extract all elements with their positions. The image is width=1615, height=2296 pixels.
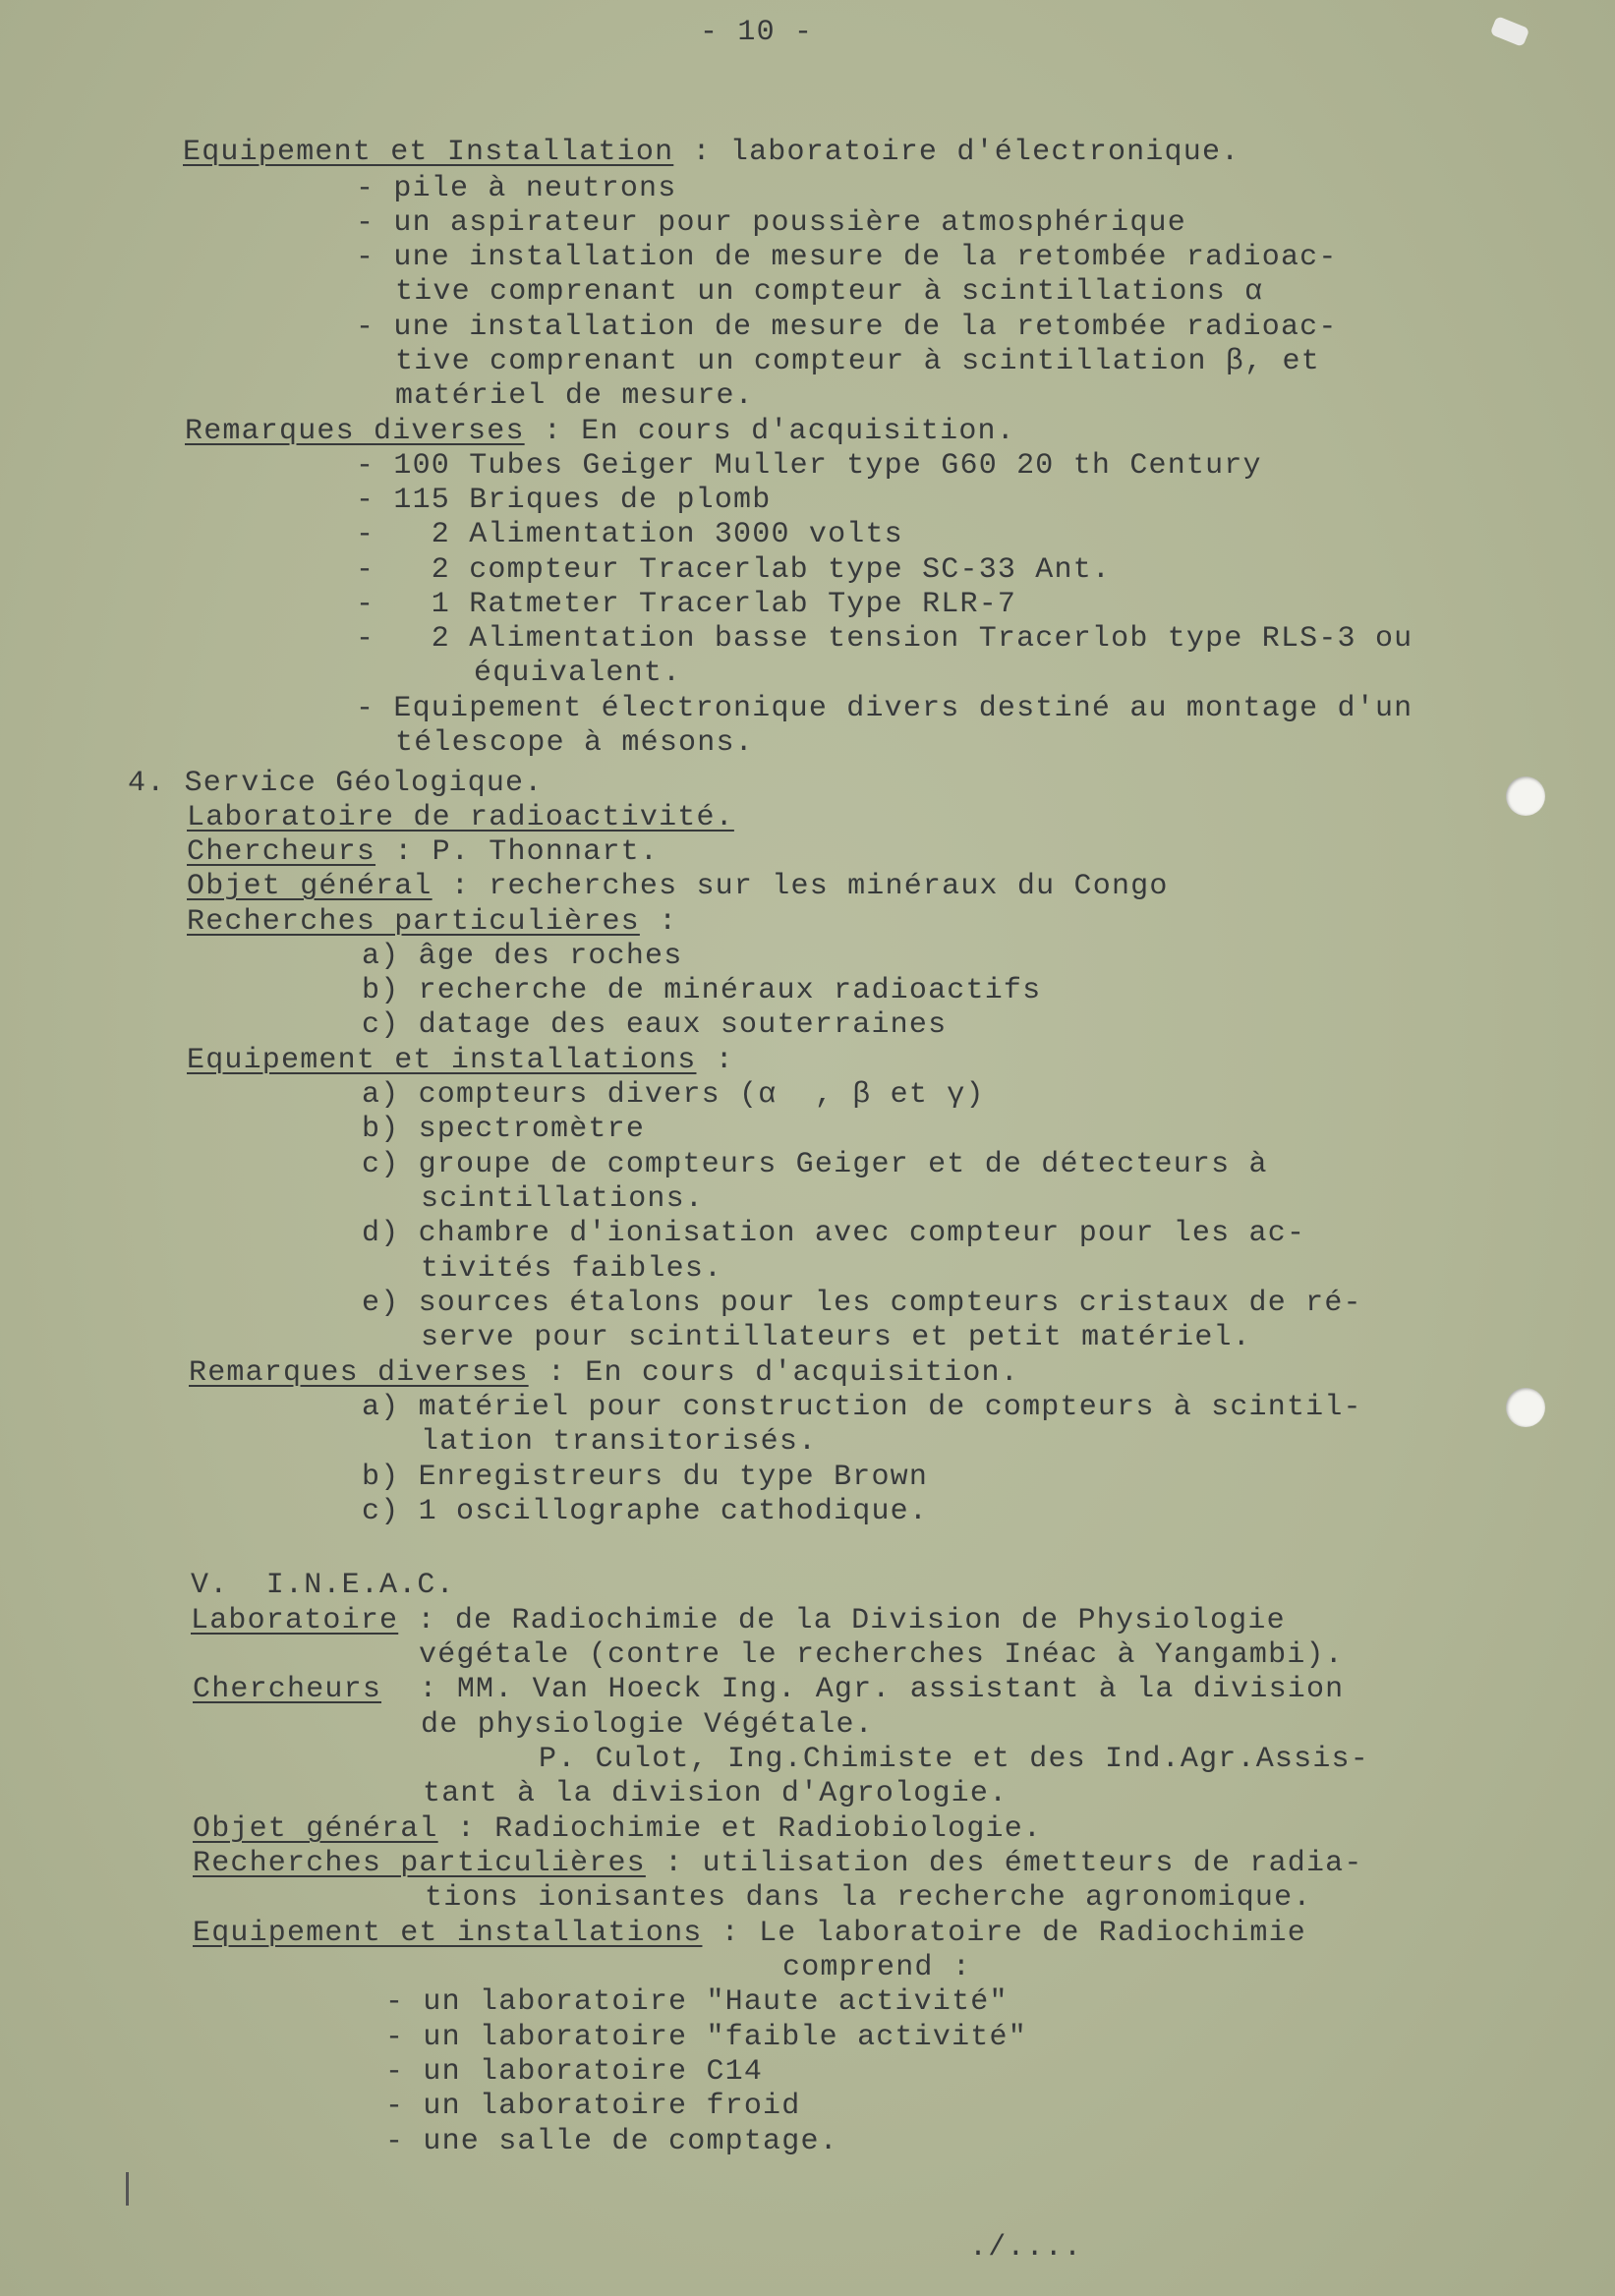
list-item-continuation: scintillations.: [421, 1182, 705, 1216]
text-continuation: comprend :: [782, 1951, 972, 1984]
continuation-marker: ./....: [969, 2231, 1083, 2265]
list-item: e) sources étalons pour les compteurs cristaux de ré-: [362, 1287, 1362, 1320]
section-label: Remarques diverses: [185, 415, 525, 448]
list-item: - 115 Briques de plomb: [356, 484, 772, 517]
section-label: Equipement et Installation: [183, 136, 674, 169]
list-item: - 1 Ratmeter Tracerlab Type RLR-7: [356, 588, 1017, 621]
list-item: - une installation de mesure de la retombée radioac-: [356, 241, 1338, 274]
list-item-continuation: tive comprenant un compteur à scintillation β, et: [395, 345, 1320, 378]
margin-mark: [126, 2172, 129, 2206]
punch-hole: [1506, 1388, 1545, 1427]
text-line: Remarques diverses : En cours d'acquisition.: [185, 415, 1015, 448]
text-line: Recherches particulières : utilisation des émetteurs de radia-: [193, 1847, 1363, 1880]
punch-hole: [1506, 776, 1545, 816]
list-item: b) spectromètre: [362, 1113, 646, 1146]
list-item: - une salle de comptage.: [385, 2125, 838, 2158]
list-item: c) groupe de compteurs Geiger et de détecteurs à: [362, 1148, 1268, 1181]
list-item: b) Enregistreurs du type Brown: [362, 1461, 929, 1494]
text-line: Chercheurs : MM. Van Hoeck Ing. Agr. assistant à la division: [193, 1673, 1345, 1706]
section-label: Equipement et installations: [193, 1917, 703, 1950]
list-item: - 2 compteur Tracerlab type SC-33 Ant.: [356, 553, 1112, 587]
list-item-continuation: tive comprenant un compteur à scintillations α: [395, 275, 1264, 309]
text-line: Laboratoire : de Radiochimie de la Division de Physiologie: [191, 1604, 1286, 1637]
text-continuation: végétale (contre le recherches Inéac à Yangambi).: [419, 1638, 1344, 1672]
list-item: c) datage des eaux souterraines: [362, 1008, 948, 1042]
text-continuation: P. Culot, Ing.Chimiste et des Ind.Agr.Assis-: [539, 1743, 1369, 1776]
list-item: - 2 Alimentation 3000 volts: [356, 518, 903, 551]
text-continuation: tions ionisantes dans la recherche agronomique.: [425, 1881, 1312, 1915]
section-label: Laboratoire de radioactivité.: [187, 801, 734, 834]
page-number: - 10 -: [700, 16, 814, 49]
list-item: - 2 Alimentation basse tension Tracerlob type RLS-3 ou: [356, 622, 1413, 656]
section-label: Remarques diverses: [189, 1356, 529, 1390]
text-line: Equipement et Installation : laboratoire d'électronique.: [183, 136, 1240, 169]
section-label: Laboratoire: [191, 1604, 399, 1637]
section-label: Equipement et installations: [187, 1044, 697, 1077]
list-item: - un laboratoire C14: [385, 2055, 764, 2089]
list-item-continuation: serve pour scintillateurs et petit matériel.: [421, 1321, 1251, 1354]
text-line: Equipement et installations : Le laboratoire de Radiochimie: [193, 1917, 1306, 1950]
list-item-continuation: télescope à mésons.: [395, 726, 754, 760]
section-label: Objet général: [187, 870, 433, 903]
list-item: - Equipement électronique divers destiné au montage d'un: [356, 692, 1413, 725]
text-continuation: tant à la division d'Agrologie.: [423, 1777, 1009, 1810]
list-item: - un laboratoire froid: [385, 2090, 801, 2123]
list-item-continuation: matériel de mesure.: [395, 379, 754, 413]
list-item: - un laboratoire "faible activité": [385, 2021, 1027, 2054]
list-item: - un laboratoire "Haute activité": [385, 1985, 1009, 2019]
text-line: Recherches particulières :: [187, 905, 678, 939]
list-item: d) chambre d'ionisation avec compteur pour les ac-: [362, 1217, 1306, 1250]
text-line: Objet général : Radiochimie et Radiobiologie.: [193, 1812, 1043, 1846]
text-continuation: de physiologie Végétale.: [421, 1708, 874, 1742]
list-item-continuation: lation transitorisés.: [421, 1425, 818, 1459]
text-line: Equipement et installations :: [187, 1044, 734, 1077]
list-item: - pile à neutrons: [356, 172, 677, 205]
list-item: a) matériel pour construction de compteurs à scintil-: [362, 1391, 1362, 1424]
section-label: Chercheurs: [187, 835, 376, 869]
section-heading: 4. Service Géologique.: [128, 767, 544, 800]
section-label: Chercheurs: [193, 1673, 382, 1706]
list-item-continuation: équivalent.: [474, 657, 682, 690]
list-item: b) recherche de minéraux radioactifs: [362, 974, 1042, 1007]
text-line: Objet général : recherches sur les minéraux du Congo: [187, 870, 1169, 903]
list-item: a) compteurs divers (α , β et γ): [362, 1078, 985, 1112]
list-item: - un aspirateur pour poussière atmosphérique: [356, 206, 1186, 240]
list-item: - 100 Tubes Geiger Muller type G60 20 th Century: [356, 449, 1262, 483]
section-label: Recherches particulières: [193, 1847, 646, 1880]
list-item: a) âge des roches: [362, 940, 683, 973]
list-item: c) 1 oscillographe cathodique.: [362, 1495, 929, 1528]
staple-mark: [1490, 16, 1530, 47]
text-line: Remarques diverses : En cours d'acquisition.: [189, 1356, 1019, 1390]
text-line: [187, 801, 734, 834]
text-line: Chercheurs : P. Thonnart.: [187, 835, 660, 869]
section-heading: V. I.N.E.A.C.: [191, 1569, 455, 1602]
list-item: - une installation de mesure de la retombée radioac-: [356, 311, 1338, 344]
section-label: Objet général: [193, 1812, 438, 1846]
list-item-continuation: tivités faibles.: [421, 1252, 723, 1286]
section-label: Recherches particulières: [187, 905, 640, 939]
